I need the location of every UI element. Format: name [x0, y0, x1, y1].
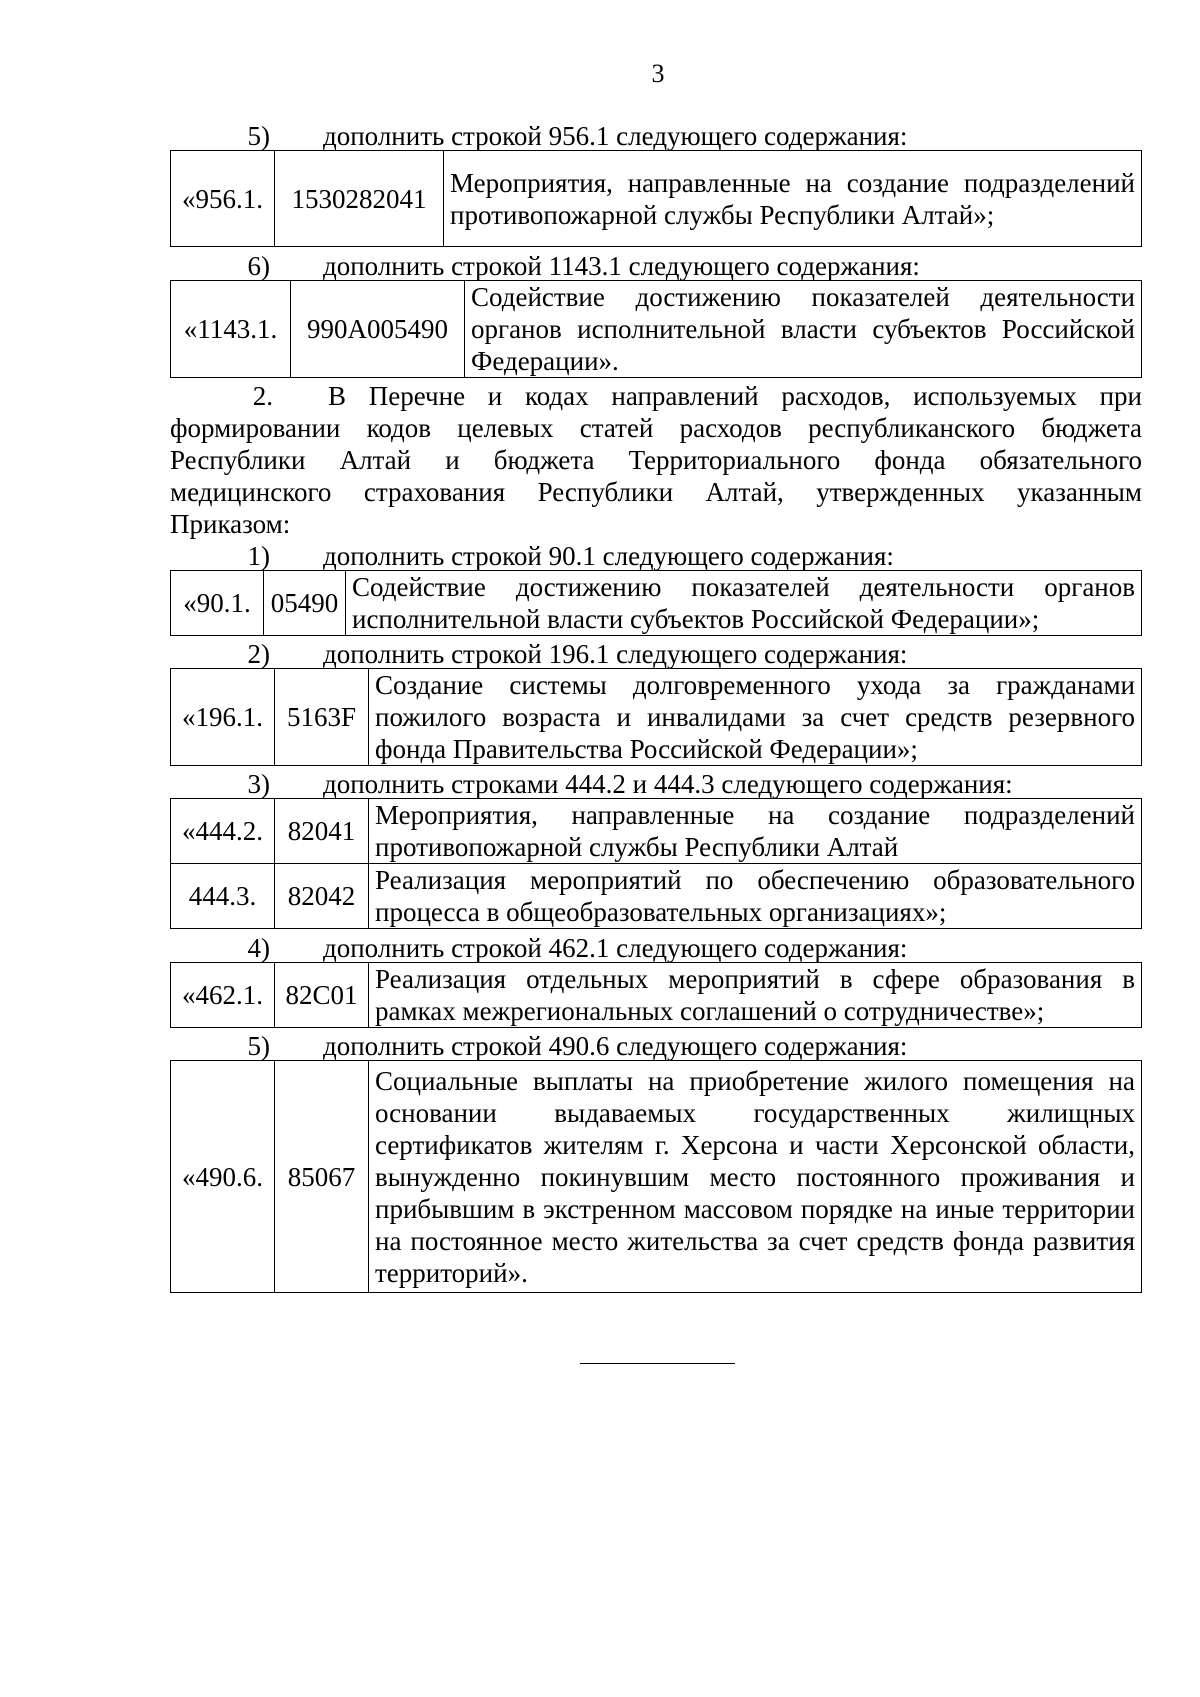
row-number: «196.1. — [171, 669, 275, 766]
table-row — [171, 864, 1142, 929]
row-code: 1530282041 — [275, 151, 444, 247]
row-description: Мероприятия, направленные на создание подразделений противопожарной службы Республики Алтай»; — [444, 151, 1142, 247]
table-row — [171, 1061, 1142, 1293]
insert-table-444 — [170, 798, 1142, 929]
section-2-line: медицинского страхования Республики Алтай, утвержденных указанным — [170, 477, 1142, 507]
insert-table-490-6 — [170, 1060, 1142, 1293]
instruction-item-6: 6) дополнить строкой 1143.1 следующего содержания: — [247, 251, 920, 281]
sub-item-3: 3) дополнить строками 444.2 и 444.3 следующего содержания: — [247, 769, 1013, 799]
row-number: «1143.1. — [171, 281, 291, 378]
row-description: Реализация отдельных мероприятий в сфере образования в рамках межрегиональных соглашений о сотрудничестве»; — [369, 963, 1142, 1028]
row-description: Содействие достижению показателей деятельности органов исполнительной власти субъектов Российской Федерации»; — [346, 571, 1142, 636]
row-code: 85067 — [275, 1061, 369, 1293]
section-2-number: 2. — [252, 381, 273, 411]
row-code: 82042 — [275, 864, 369, 929]
row-description: Создание системы долговременного ухода за гражданами пожилого возраста и инвалидами за счет средств резервного фонда Правительства Российской Федерации»; — [369, 669, 1142, 766]
insert-table-196-1 — [170, 668, 1142, 766]
section-2-line: формировании кодов целевых статей расходов республиканского бюджета — [170, 413, 1142, 443]
insert-table-956-1 — [170, 150, 1142, 247]
table-row — [171, 281, 1142, 378]
sub-item-1: 1) дополнить строкой 90.1 следующего содержания: — [247, 541, 894, 571]
section-2-line: Республики Алтай и бюджета Территориального фонда обязательного — [170, 445, 1142, 475]
table-row — [171, 963, 1142, 1028]
table-row — [171, 571, 1142, 636]
section-2-first-line: 2. В Перечне и кодах направлений расходов, используемых при — [170, 380, 1142, 412]
row-description: Содействие достижению показателей деятельности органов исполнительной власти субъектов Российской Федерации». — [465, 281, 1142, 378]
row-description: Мероприятия, направленные на создание подразделений противопожарной службы Республики Алтай — [369, 799, 1142, 864]
sub-item-4: 4) дополнить строкой 462.1 следующего содержания: — [247, 933, 908, 963]
sub-item-2: 2) дополнить строкой 196.1 следующего содержания: — [247, 639, 908, 669]
row-description: Социальные выплаты на приобретение жилого помещения на основании выдаваемых государственных жилищных сертификатов жителям г. Херсона и части Херсонской области, вынужденно покинувшим место постоянного проживания и прибывшим в экстренном массовом порядке на иные территории на постоянное место жительства за счет средств фонда развития территорий». — [369, 1061, 1142, 1293]
row-number: 444.3. — [171, 864, 275, 929]
section-2-line: Приказом: — [170, 509, 291, 539]
row-code: 990А005490 — [291, 281, 465, 378]
insert-table-1143-1 — [170, 280, 1142, 378]
row-number: «90.1. — [171, 571, 264, 636]
row-number: «956.1. — [171, 151, 275, 247]
table-row — [171, 799, 1142, 864]
page-number: 3 — [651, 59, 665, 88]
row-number: «462.1. — [171, 963, 275, 1028]
sub-item-5: 5) дополнить строкой 490.6 следующего содержания: — [247, 1031, 908, 1061]
row-description: Реализация мероприятий по обеспечению образовательного процесса в общеобразовательных организациях»; — [369, 864, 1142, 929]
end-rule — [580, 1363, 735, 1364]
table-row — [171, 669, 1142, 766]
instruction-item-5: 5) дополнить строкой 956.1 следующего содержания: — [247, 121, 908, 151]
insert-table-462-1 — [170, 962, 1142, 1028]
row-code: 82041 — [275, 799, 369, 864]
row-code: 82С01 — [275, 963, 369, 1028]
row-code: 05490 — [264, 571, 346, 636]
row-code: 5163F — [275, 669, 369, 766]
table-row — [171, 151, 1142, 247]
insert-table-90-1 — [170, 570, 1142, 636]
row-number: «490.6. — [171, 1061, 275, 1293]
row-number: «444.2. — [171, 799, 275, 864]
